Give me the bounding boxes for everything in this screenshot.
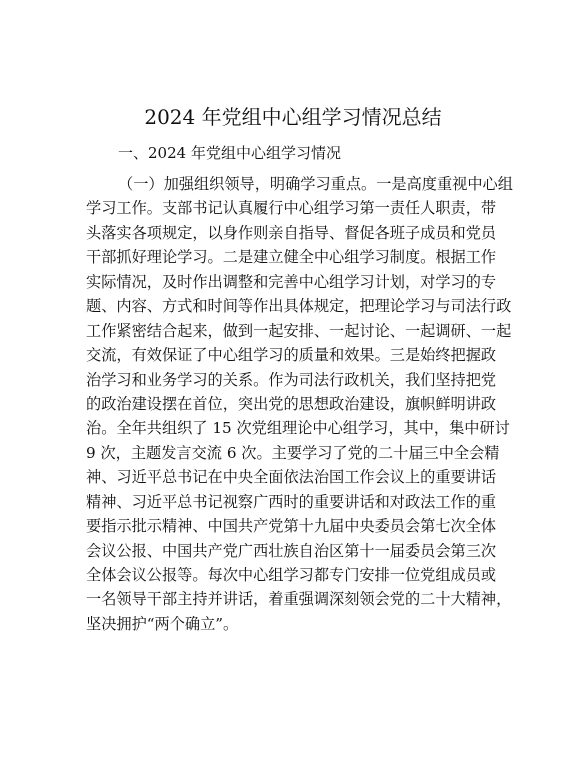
paragraph-line: 治。全年共组织了 15 次党组理论中心组学习，其中，集中研讨 [86,419,510,438]
paragraph-line: 工作紧密结合起来，做到一起安排、一起讨论、一起调研、一起 [86,321,512,340]
paragraph-line: 9 次，主题发言交流 6 次。主要学习了党的二十届三中全会精 [86,443,500,462]
paragraph-line: 交流，有效保证了中心组学习的质量和效果。三是始终把握政 [86,346,497,365]
paragraph-line: 坚决拥护“两个确立”。 [86,614,239,633]
paragraph-line: 治学习和业务学习的关系。作为司法行政机关，我们坚持把党 [86,370,497,389]
paragraph-line: 的政治建设摆在首位，突出党的思想政治建设，旗帜鲜明讲政 [86,394,497,413]
section-heading: 一、2024 年党组中心组学习情况 [118,144,341,162]
paragraph-line: 学习工作。支部书记认真履行中心组学习第一责任人职责，带 [86,199,497,218]
paragraph-line: 全体会议公报等。每次中心组学习都专门安排一位党组成员或 [86,566,497,584]
paragraph-line: 干部抓好理论学习。二是建立健全中心组学习制度。根据工作 [86,248,497,267]
paragraph-line: 要指示批示精神、中国共产党第十九届中央委员会第七次全体 [86,517,497,536]
paragraph-line: 会议公报、中国共产党广西壮族自治区第十一届委员会第三次 [86,541,497,560]
paragraph-line: 头落实各项规定，以身作则亲自指导、督促各班子成员和党员 [86,223,497,242]
paragraph-line: （一）加强组织领导，明确学习重点。一是高度重视中心组 [118,175,513,193]
body-paragraph [86,172,513,636]
paragraph-line: 神、习近平总书记在中央全面依法治国工作会议上的重要讲话 [86,468,497,487]
document-title: 2024 年党组中心组学习情况总结 [144,105,442,129]
paragraph-line: 题、内容、方式和时间等作出具体规定，把理论学习与司法行政 [86,297,512,316]
paragraph-line: 实际情况，及时作出调整和完善中心组学习计划，对学习的专 [86,272,497,291]
paragraph-line: 一名领导干部主持并讲话，着重强调深刻领会党的二十大精神， [86,590,512,609]
paragraph-line: 精神、习近平总书记视察广西时的重要讲话和对政法工作的重 [86,492,497,511]
